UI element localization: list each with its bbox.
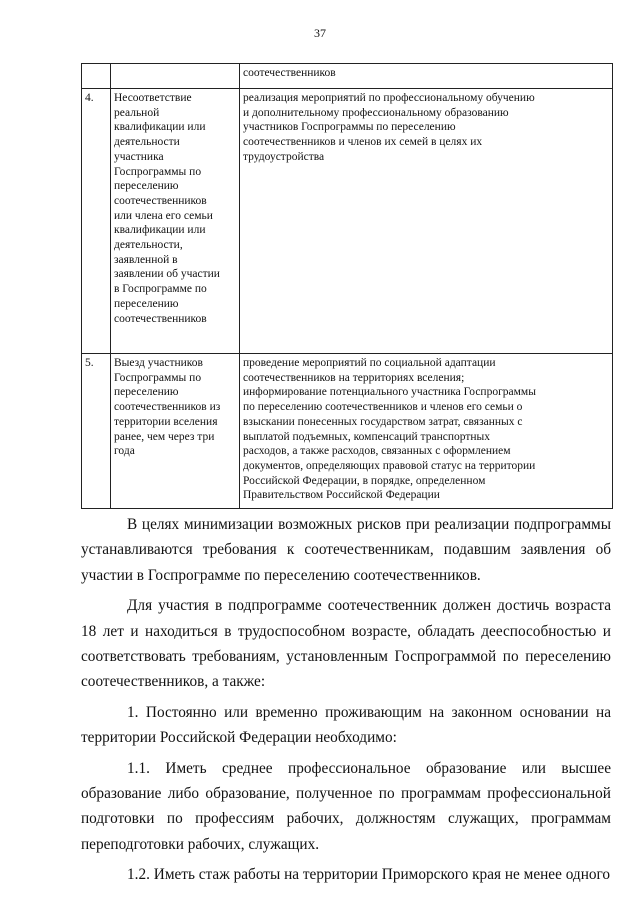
risk-cell [111,64,240,89]
risk-cell: Выезд участников Госпрограммы по переселению соотечественников из территории вселения ранее, чем через три года [111,354,240,509]
measures-cell: проведение мероприятий по социальной адаптации соотечественников на территориях вселения; информирование потенциального участника Госпрограммы по переселению соотечественников и членов его семьи о взыскании понесенных государством затрат, связанных с выплатой подъемных, компенсаций транспортных расходов, а также расходов, связанных с оформлением документов, определяющих правовой статус на территории Российской Федерации, в порядке, определенном Правительством Российской Федерации [240,354,613,509]
body-text [81,512,611,889]
page-number: 37 [314,26,326,40]
paragraph: 1.2. Иметь стаж работы на территории Приморского края не менее одного [127,866,611,884]
row-number-cell: 4. [82,89,111,354]
row-number-cell: 5. [82,354,111,509]
paragraph: 1. Постоянно или временно проживающим на законном основании на территории Российской Федерации необходимо: [81,703,611,747]
paragraph: 1.1. Иметь среднее профессиональное образование или высшее образование либо образование, полученное по программам профессиональной подготовки по профессиям рабочих, должностям служащих, программам переподготовки рабочих, служащих. [81,759,611,853]
table-row [82,354,613,509]
table-row [82,89,613,354]
measures-cell: соотечественников [240,64,613,89]
risk-table [81,63,613,509]
paragraph: Для участия в подпрограмме соотечественник должен достичь возраста 18 лет и находиться в трудоспособном возрасте, обладать дееспособностью и соответствовать требованиям, установленным Госпрограммой по переселению соотечественников, а также: [81,597,611,691]
risk-cell: Несоответствие реальной квалификации или деятельности участника Госпрограммы по переселению соотечественников или члена его семьи квалификации или деятельности, заявленной в заявлении об участии в Госпрограмме по переселению соотечественников [111,89,240,354]
measures-cell: реализация мероприятий по профессиональному обучению и дополнительному профессиональному образованию участников Госпрограммы по переселению соотечественников и членов их семей в целях их трудоустройства [240,89,613,354]
table-row [82,64,613,89]
row-number-cell [82,64,111,89]
paragraph: В целях минимизации возможных рисков при реализации подпрограммы устанавливаются требования к соотечественникам, подавшим заявления об участии в Госпрограмме по переселению соотечественников. [81,516,611,584]
